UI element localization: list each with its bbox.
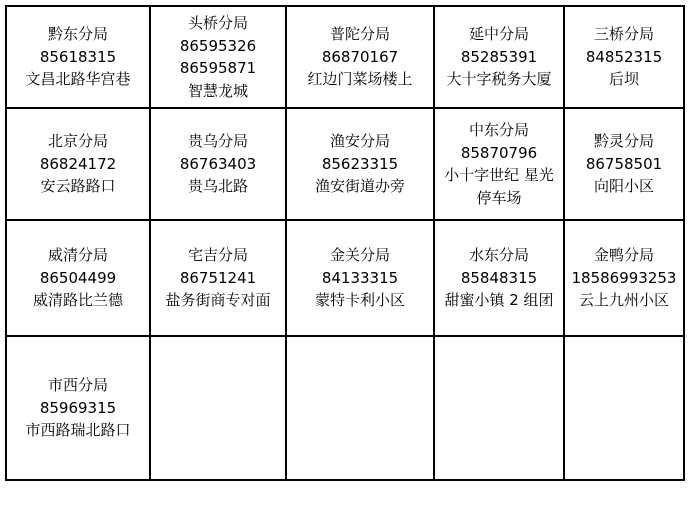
- cell-line: 86870167: [321, 47, 399, 66]
- cell-line: 威清路比兰德: [32, 291, 123, 310]
- cell-line: 86758501: [585, 154, 663, 173]
- cell-line: 85969315: [39, 398, 117, 417]
- table-body: [6, 6, 684, 480]
- cell-line: 85870796: [460, 143, 538, 162]
- cell-line: 市西路瑞北路口: [25, 421, 131, 440]
- table-cell-r2c1: [150, 220, 286, 336]
- cell-line: 金鸭分局: [593, 246, 654, 265]
- cell-line: 蒙特卡利小区: [314, 291, 405, 310]
- table-cell-r2c4: [564, 220, 684, 336]
- cell-line: 渔安街道办旁: [314, 177, 405, 196]
- cell-line: 安云路路口: [40, 177, 116, 196]
- cell-line: 84133315: [321, 268, 399, 287]
- cell-line: 延中分局: [468, 25, 529, 44]
- cell-line: 市西分局: [47, 376, 108, 395]
- table-cell-r3c4: [564, 336, 684, 480]
- cell-line: 86751241: [179, 268, 257, 287]
- table-cell-r0c2: [286, 6, 434, 108]
- cell-line: 后坝: [608, 70, 639, 89]
- table-row: [6, 220, 684, 336]
- table-cell-r0c1: [150, 6, 286, 108]
- cell-line: 金关分局: [329, 246, 390, 265]
- cell-line: 86595871: [179, 59, 257, 77]
- table-cell-r1c0: [6, 108, 150, 220]
- cell-line: 普陀分局: [329, 25, 390, 44]
- table-row: [6, 108, 684, 220]
- cell-line: 贵乌北路: [187, 177, 248, 196]
- cell-line: 85848315: [460, 268, 538, 287]
- cell-line: 85618315: [39, 47, 117, 66]
- table-cell-r1c3: [434, 108, 564, 220]
- cell-line: 云上九州小区: [578, 291, 669, 310]
- cell-line: 水东分局: [468, 246, 529, 265]
- cell-line: 红边门菜场楼上: [307, 70, 413, 89]
- cell-line: 智慧龙城: [187, 81, 248, 100]
- table-cell-r3c3: [434, 336, 564, 480]
- cell-line: 中东分局: [468, 121, 529, 139]
- table-cell-r3c2: [286, 336, 434, 480]
- table-cell-r0c3: [434, 6, 564, 108]
- cell-line: 头桥分局: [187, 14, 248, 32]
- cell-line: 18586993253: [571, 268, 677, 287]
- cell-line: 宅吉分局: [187, 246, 248, 265]
- cell-line: 84852315: [585, 47, 663, 66]
- cell-line: 盐务街商专对面: [165, 291, 271, 310]
- cell-line: 向阳小区: [593, 177, 654, 196]
- cell-line: 三桥分局: [593, 25, 654, 44]
- cell-line: 86504499: [39, 268, 117, 287]
- table-cell-r3c0: [6, 336, 150, 480]
- cell-line: 大十字税务大厦: [446, 70, 552, 89]
- cell-line: 小十字世纪 星光停车场: [444, 166, 554, 207]
- table-cell-r3c1: [150, 336, 286, 480]
- cell-line: 北京分局: [47, 132, 108, 151]
- cell-line: 86824172: [39, 154, 117, 173]
- table-row: [6, 6, 684, 108]
- cell-line: 86763403: [179, 154, 257, 173]
- cell-line: 黔灵分局: [593, 132, 654, 151]
- cell-line: 文昌北路华宫巷: [25, 70, 131, 89]
- table-cell-r0c4: [564, 6, 684, 108]
- cell-line: 85285391: [460, 47, 538, 66]
- table-cell-r1c2: [286, 108, 434, 220]
- table-cell-r2c2: [286, 220, 434, 336]
- cell-line: 甜蜜小镇 2 组团: [444, 291, 554, 310]
- branch-directory-table: [5, 5, 685, 481]
- cell-line: 86595326: [179, 36, 257, 55]
- table-cell-r1c1: [150, 108, 286, 220]
- cell-line: 威清分局: [47, 246, 108, 265]
- cell-line: 85623315: [321, 154, 399, 173]
- table-cell-r2c3: [434, 220, 564, 336]
- table-cell-r0c0: [6, 6, 150, 108]
- cell-line: 贵乌分局: [187, 132, 248, 151]
- table-cell-r1c4: [564, 108, 684, 220]
- branch-table-container: [5, 5, 683, 481]
- table-row: [6, 336, 684, 480]
- cell-line: 渔安分局: [329, 132, 390, 151]
- cell-line: 黔东分局: [47, 25, 108, 44]
- table-cell-r2c0: [6, 220, 150, 336]
